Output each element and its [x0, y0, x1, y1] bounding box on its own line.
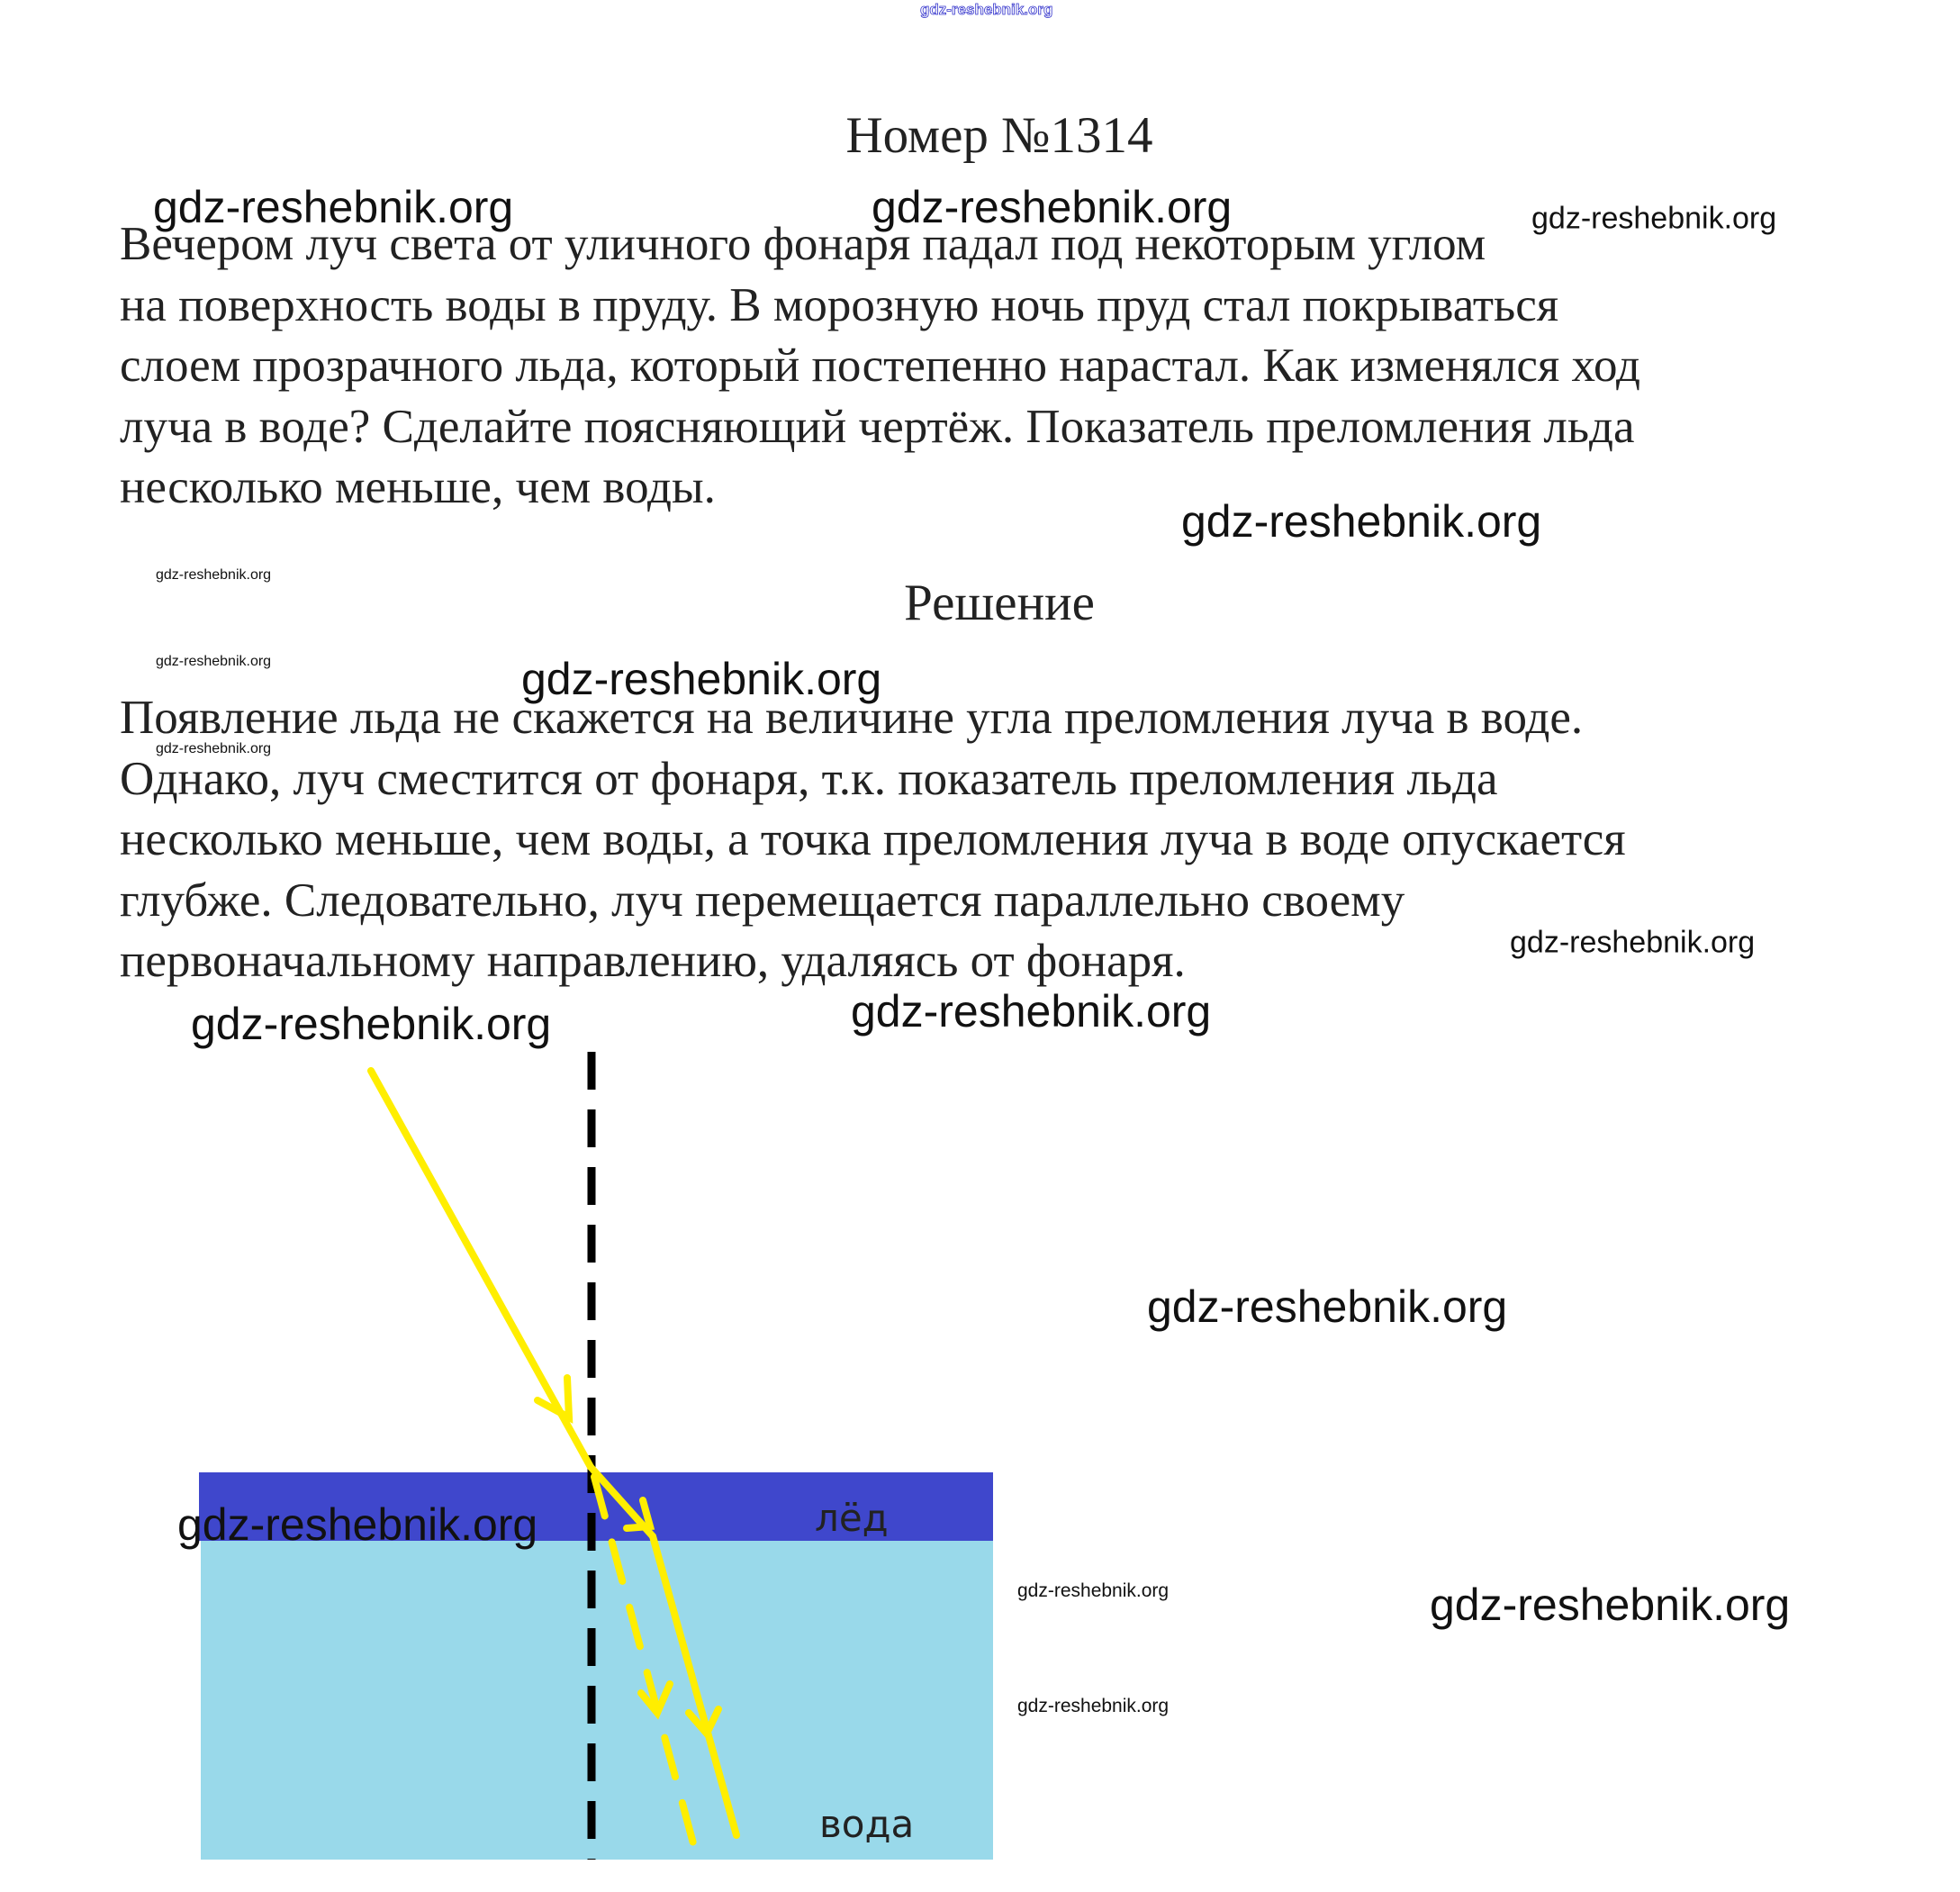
- watermark: gdz-reshebnik.org: [153, 182, 514, 232]
- solution-line: первоначальному направлению, удаляясь от фонаря.: [120, 935, 1186, 987]
- watermark: gdz-reshebnik.org: [1017, 1696, 1170, 1716]
- watermark: gdz-reshebnik.org: [872, 182, 1233, 232]
- watermark: gdz-reshebnik.org: [1430, 1580, 1791, 1630]
- watermark: gdz-reshebnik.org: [177, 1499, 538, 1550]
- watermark: gdz-reshebnik.org: [1181, 496, 1542, 547]
- header-watermark: gdz-reshebnik.org: [920, 1, 1053, 18]
- watermark: gdz-reshebnik.org: [1147, 1281, 1508, 1332]
- watermark: gdz-reshebnik.org: [1531, 201, 1777, 236]
- solution-heading: Решение: [904, 575, 1095, 631]
- watermark: gdz-reshebnik.org: [156, 654, 272, 669]
- problem-line: луча в воде? Сделайте поясняющий чертёж. Показатель преломления льда: [120, 400, 1635, 453]
- problem-line: слоем прозрачного льда, который постепенно нарастал. Как изменялся ход: [120, 339, 1640, 392]
- watermark: gdz-reshebnik.org: [1017, 1580, 1170, 1601]
- solution-line: несколько меньше, чем воды, а точка преломления луча в воде опускается: [120, 813, 1626, 865]
- solution-line: Однако, луч сместится от фонаря, т.к. показатель преломления льда: [120, 752, 1498, 805]
- solution-line: Появление льда не скажется на величине угла преломления луча в воде.: [120, 692, 1584, 744]
- page-title: Номер №1314: [845, 107, 1153, 164]
- problem-line: Вечером луч света от уличного фонаря падал под некоторым углом: [120, 218, 1486, 270]
- watermark: gdz-reshebnik.org: [851, 986, 1212, 1037]
- watermark: gdz-reshebnik.org: [191, 999, 552, 1049]
- watermark: gdz-reshebnik.org: [156, 567, 272, 583]
- watermark: gdz-reshebnik.org: [156, 741, 272, 756]
- watermark: gdz-reshebnik.org: [1510, 925, 1756, 960]
- water-label: вода: [819, 1802, 915, 1846]
- problem-line: несколько меньше, чем воды.: [120, 461, 716, 513]
- ice-label: лёд: [815, 1496, 889, 1540]
- problem-line: на поверхность воды в пруду. В морозную ночь пруд стал покрываться: [120, 278, 1559, 331]
- watermark: gdz-reshebnik.org: [521, 654, 882, 704]
- solution-line: глубже. Следовательно, луч перемещается параллельно своему: [120, 874, 1405, 927]
